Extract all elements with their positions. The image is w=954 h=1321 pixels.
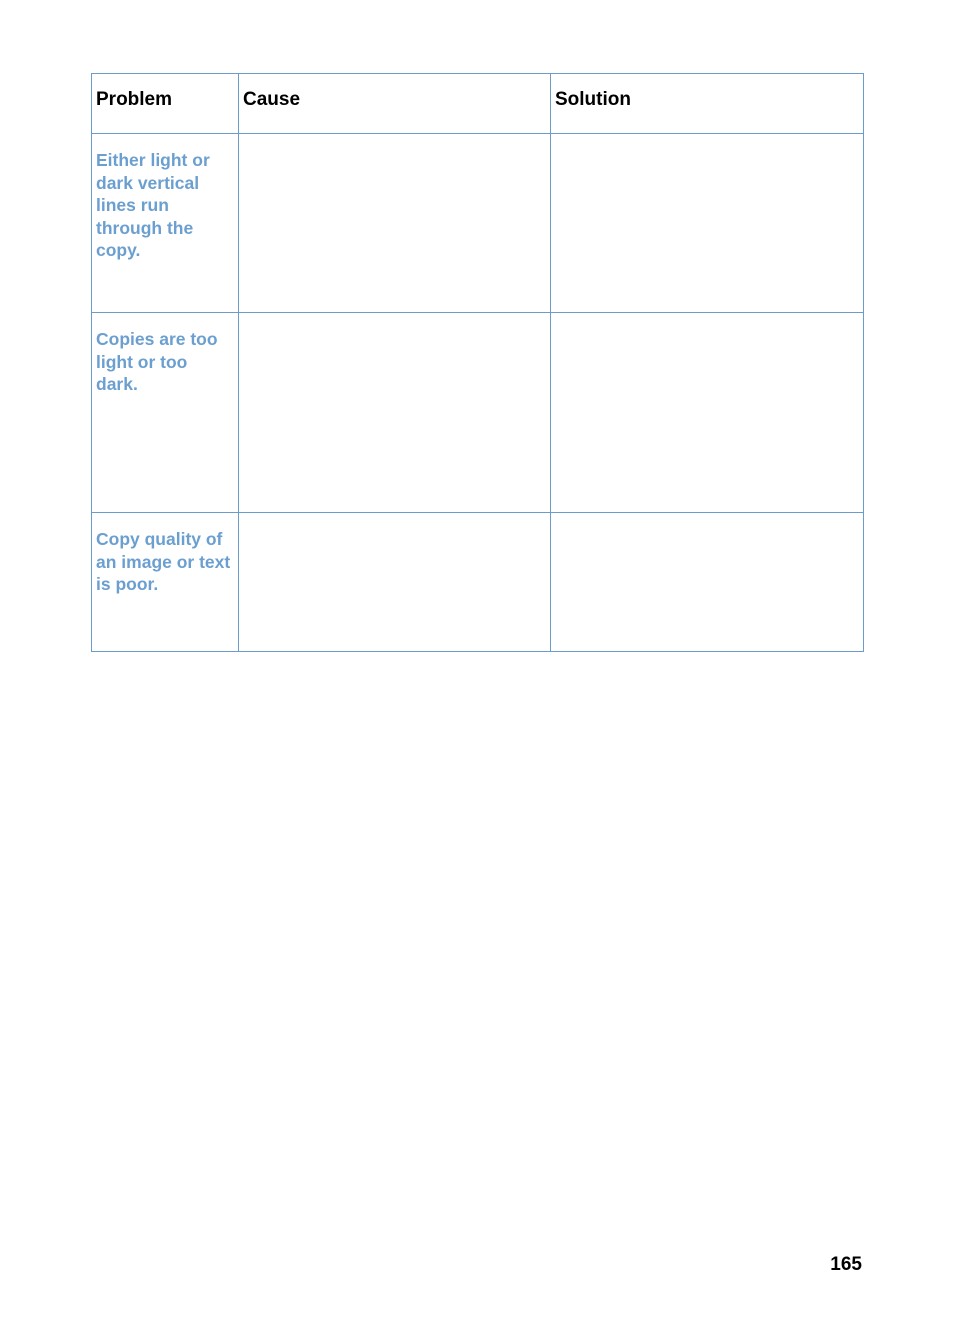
- solution-cell: [551, 513, 864, 652]
- cause-cell: [239, 134, 551, 313]
- cause-cell: [239, 313, 551, 513]
- problem-text: Either light or dark vertical lines run through the copy.: [96, 150, 210, 260]
- problem-text: Copies are too light or too dark.: [96, 329, 218, 394]
- table-header-row: [92, 74, 864, 134]
- solution-cell: [551, 134, 864, 313]
- solution-cell: [551, 313, 864, 513]
- header-cause: Cause: [239, 74, 551, 134]
- troubleshooting-table: [91, 73, 864, 652]
- page-number: 165: [830, 1254, 862, 1275]
- table-row: [92, 513, 864, 652]
- table-row: [92, 134, 864, 313]
- problem-cell: [92, 513, 239, 652]
- problem-cell: [92, 134, 239, 313]
- problem-text: Copy quality of an image or text is poor.: [96, 529, 231, 594]
- header-solution: Solution: [551, 74, 864, 134]
- header-problem: Problem: [92, 74, 239, 134]
- problem-cell: [92, 313, 239, 513]
- cause-cell: [239, 513, 551, 652]
- table-row: [92, 313, 864, 513]
